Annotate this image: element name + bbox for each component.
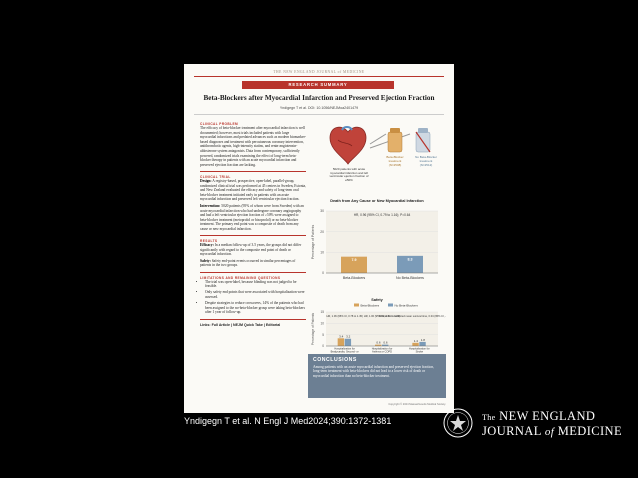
legend-label: Beta-Blockers <box>360 303 380 308</box>
research-summary-banner: RESEARCH SUMMARY <box>242 81 394 89</box>
list-item: • Despite strategies to reduce crossovers, 14% of the patients who had been assigned to the no-beta-blocker group were taking beta-blockers after 1 year of follow-up. <box>205 301 306 315</box>
group1-n: (N=2508) <box>388 163 402 167</box>
group2-n: (N=2512) <box>419 163 433 167</box>
trial-illustration <box>312 122 442 192</box>
y-tick-label: 5 <box>322 332 324 337</box>
group2-label: No Beta-Blocker treatment <box>415 155 437 163</box>
x-tick-label: No Beta-Blockers <box>396 276 424 280</box>
list-item: • The trial was open-label, because blinding was not judged to be feasible. <box>205 280 306 289</box>
data-label: 3.4 <box>339 334 344 339</box>
clinical-problem-text: The efficacy of beta-blocker treatment after myocardial infarction is well documented; however, most trials included patients with large myocardial infarctions and predated advances such as modern biomarker-based diagnoses and treatment with percutaneous coronary intervention, antithrombotic agents, high-intensity statins, and renin-angiotensin-aldosterone system antagonists. Data from contemporary, sufficiently powered, randomized trials examining the effect of long-term beta-blocker therapy in patients with an acute myocardial infarction and preserved ejection fraction are lacking. <box>200 126 306 167</box>
logo-medicine: MEDICINE <box>557 424 623 438</box>
y-tick-label: 10 <box>320 250 324 255</box>
safety-paragraph <box>200 259 306 268</box>
chart-1-svg <box>308 203 446 291</box>
section-rule <box>200 319 306 320</box>
legend-swatch <box>354 304 359 307</box>
results-section <box>200 239 306 268</box>
data-label: 1.8 <box>420 337 425 342</box>
chart-annotation: Difference in restricted mean survival time, 0.04 (95% CI, <box>378 315 445 318</box>
section-rule <box>200 235 306 236</box>
intervention-label: Intervention: <box>200 203 221 208</box>
efficacy-text: In a median follow-up of 3.5 years, the groups did not differ significantly with regard to the composite end point of death or myocardial infarction. <box>200 243 302 257</box>
chart-annotation: HR, 0.96 (95% CI, 0.79 to 1.16); P=0.64 <box>353 213 411 217</box>
efficacy-label: Efficacy: <box>200 243 214 248</box>
x-tick-label: Hospitalization for Asthma or COPD <box>371 347 393 354</box>
nejm-seal-icon <box>443 408 473 438</box>
conclusions-box <box>308 354 446 398</box>
bar <box>345 339 351 346</box>
links-line[interactable]: Links: Full Article | NEJM Quick Take | Editorial <box>200 322 281 327</box>
data-label: 8.3 <box>407 257 413 262</box>
bar <box>419 342 425 346</box>
design-label: Design: <box>200 178 212 183</box>
logo-new-england: NEW ENGLAND <box>499 409 596 423</box>
chart-2-svg <box>308 302 446 356</box>
citation-text: Yndigegn T et al. N Engl J Med2024;390:1372-1381 <box>184 416 392 426</box>
design-text: A registry-based, prospective, open-label, parallel-group, randomized clinical trial was performed at 45 centers in Sweden, Estonia, and New Zealand evaluated the efficacy and safety of long-term oral beta-blocker treatment initiated early in patients with an acute myocardial infarction and preserved left ventricular ejection fraction. <box>200 178 306 202</box>
bar <box>412 343 418 346</box>
section-heading: CLINICAL PROBLEM <box>200 122 239 126</box>
y-tick-label: 20 <box>320 229 324 234</box>
legend-label: No Beta-Blockers <box>394 303 418 308</box>
x-tick-label: Hospitalization for Stroke <box>409 347 430 354</box>
intervention-text: 5020 patients (95% of whom were from Sweden) with an acute myocardial infarction who had undergone coronary angiography and had a left ventricular ejection fraction of ≥50% were assigned to beta-blocker treatment (metoprolol or bisoprolol) or no beta-blocker treatment. The primary end point was a composite of death from any cause or new myocardial infarction. <box>200 203 304 231</box>
copyright-text: Copyright © 2024 Massachusetts Medical Society. <box>388 403 446 406</box>
chart-annotation: HR, 1.06 (95% CI, 0.78 to 1.45) <box>326 315 363 318</box>
chart-title: Death from Any Cause or New Myocardial Infarction <box>330 199 424 203</box>
data-label: 0.6 <box>383 340 388 345</box>
paper-title: Beta-Blockers after Myocardial Infarction and Preserved Ejection Fraction <box>203 94 435 102</box>
title-divider <box>194 114 444 115</box>
section-rule <box>200 171 306 172</box>
logo-line-2 <box>482 424 622 439</box>
section-heading: CLINICAL TRIAL <box>200 174 231 179</box>
logo-the: The <box>482 413 496 422</box>
header-rule <box>194 76 444 77</box>
section-heading: LIMITATIONS AND REMAINING QUESTIONS <box>200 275 281 280</box>
limitations-list <box>200 280 306 315</box>
research-summary-page <box>184 64 454 413</box>
efficacy-paragraph <box>200 243 306 257</box>
limitations-section <box>200 276 306 315</box>
data-label: 3.2 <box>346 334 351 339</box>
byline: Yndigegn T et al. DOI: 10.1056/NEJMoa2401479 <box>279 106 359 110</box>
intervention-paragraph <box>200 204 306 232</box>
data-label: 7.9 <box>351 258 357 263</box>
group1-label: Beta-Blocker treatment <box>386 155 404 163</box>
clinical-trial-section <box>200 175 306 232</box>
logo-of: of <box>544 426 555 438</box>
clinical-problem-section <box>200 122 306 167</box>
y-axis-label: Percentage of Patients <box>311 312 315 346</box>
patients-caption: 5020 patients with acute myocardial infarction and left ventricular ejection fraction of ≥50% <box>329 167 369 182</box>
list-item: • Only safety end points that were associated with hospitalization were assessed. <box>205 290 306 299</box>
logo-line-1 <box>482 409 595 424</box>
x-tick-label: Beta-Blockers <box>342 276 366 280</box>
x-tick-label: Hospitalization for Bradycardia, Second- or <box>330 347 359 354</box>
primary-endpoint-chart <box>308 199 446 295</box>
bar <box>338 338 344 346</box>
data-label: 0.6 <box>376 340 381 345</box>
legend-swatch <box>388 304 393 307</box>
design-paragraph <box>200 179 306 202</box>
section-heading: RESULTS <box>200 239 218 244</box>
y-axis-label: Percentage of Patients <box>311 224 315 260</box>
data-label: 1.4 <box>413 338 418 343</box>
safety-label: Safety: <box>200 258 211 263</box>
y-tick-label: 30 <box>320 209 324 214</box>
logo-journal: JOURNAL <box>482 424 542 438</box>
y-tick-label: 0 <box>322 344 324 349</box>
journal-header: THE NEW ENGLAND JOURNAL of MEDICINE <box>273 70 365 74</box>
y-tick-label: 0 <box>322 271 324 276</box>
y-tick-label: 15 <box>320 310 324 315</box>
chart-title: Safety <box>371 298 383 302</box>
safety-text: Safety end-point events occurred in similar percentages of patients in the two groups. <box>200 258 296 268</box>
conclusions-text: Among patients with an acute myocardial infarction and preserved ejection fraction, long-term treatment with beta-blockers did not lead to a lower risk of death or myocardial infarction than no beta-blocker treatment. <box>313 365 435 378</box>
chart-annotation: HR, 1.00 (95% CI, 0.56 to 1.80) <box>363 315 401 318</box>
conclusions-heading: CONCLUSIONS <box>313 357 357 363</box>
section-rule <box>200 272 306 273</box>
left-column <box>200 122 306 327</box>
y-tick-label: 10 <box>320 321 324 326</box>
